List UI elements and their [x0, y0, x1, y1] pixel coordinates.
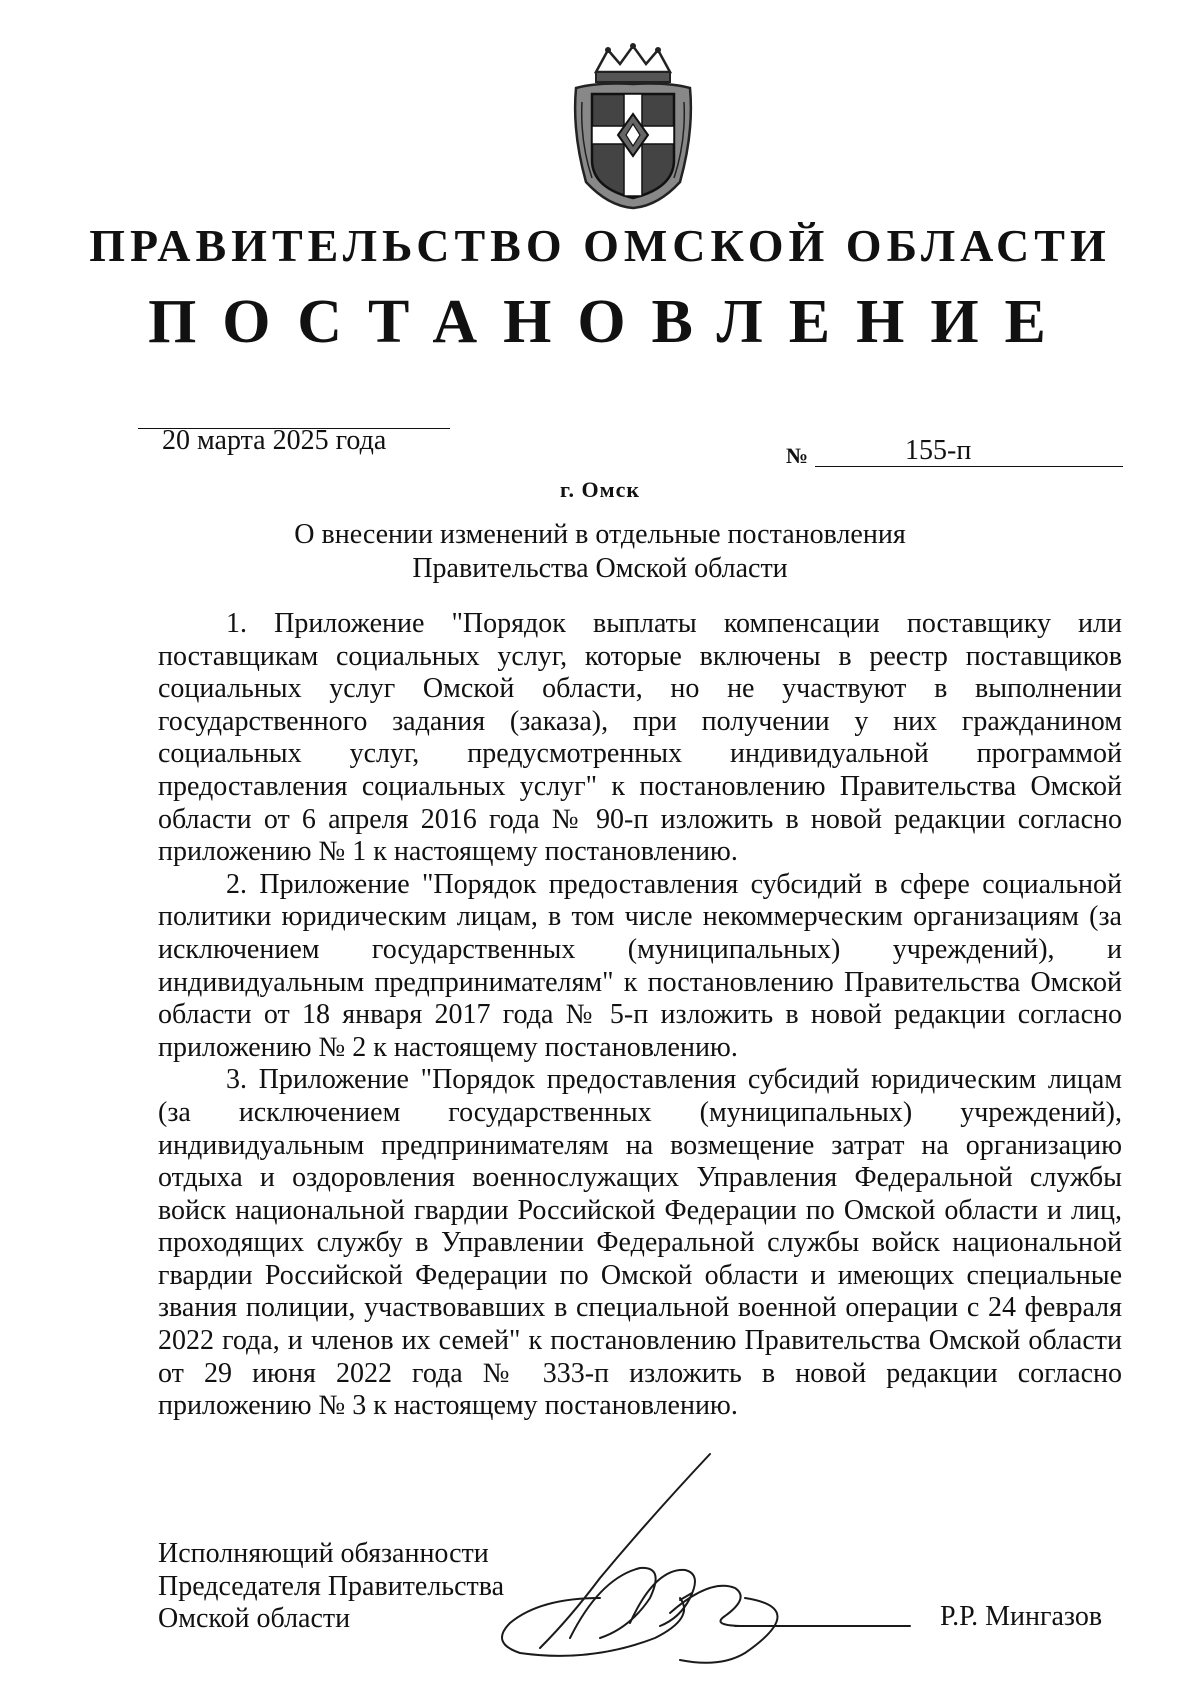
document-title-line: О внесении изменений в отдельные постановления [294, 519, 906, 550]
signatory-name: Р.Р. Мингазов [940, 1601, 1103, 1632]
document-city: г. Омск [559, 477, 641, 502]
paragraph-1: 1. Приложение "Порядок выплаты компенсации поставщику или поставщикам социальных услуг, которые включены в реестр поставщиков социальных услуг Омской области, но не участвуют в выполнении государственного задания (заказа), при получении у них гражданином социальных услуг, предусмотренных индивидуальной программой предоставления социальных услуг" к постановлению Правительства Омской области от 6 апреля 2016 года № 90-п изложить в новой редакции согласно приложению № 1 к настоящему постановлению. [158, 608, 1122, 868]
document-title [200, 518, 1000, 586]
paragraph-2: 2. Приложение "Порядок предоставления субсидий в сфере социальной политики юридическим лицам, в том числе некоммерческим организациям (за исключением государственных (муниципальных) учреждений), и индивидуальным предпринимателям" к постановлению Правительства Омской области от 18 января 2017 года № 5-п изложить в новой редакции согласно приложению № 2 к настоящему постановлению. [158, 868, 1122, 1063]
document-type: ПОСТАНОВЛЕНИЕ [148, 288, 1072, 356]
document-date: 20 марта 2025 года [162, 425, 387, 456]
signatory-position-line: Председателя Правительства [158, 1570, 505, 1602]
document-number: 155-п [905, 435, 972, 466]
date-underline [138, 428, 450, 429]
document-body [158, 608, 1122, 1423]
organization-name: ПРАВИТЕЛЬСТВО ОМСКОЙ ОБЛАСТИ [89, 220, 1111, 271]
signatory-position [158, 1538, 504, 1636]
document-title-line: Правительства Омской области [412, 553, 788, 584]
number-sign: № [786, 443, 809, 468]
number-underline [815, 466, 1123, 467]
handwritten-signature-icon [480, 1448, 940, 1668]
coat-of-arms-icon [568, 42, 698, 210]
paragraph-3: 3. Приложение "Порядок предоставления субсидий юридическим лицам (за исключением государственных (муниципальных) учреждений), индивидуальным предпринимателям на возмещение затрат на организацию отдыха и оздоровления военнослужащих Управления Федеральной службы войск национальной гвардии Российской Федерации по Омской области и лиц, проходящих службу в Управлении Федеральной службы войск национальной гвардии Российской Федерации по Омской области и имеющих специальные звания полиции, участвовавших в специальной военной операции с 24 февраля 2022 года, и членов их семей" к постановлению Правительства Омской области от 29 июня 2022 года № 333-п изложить в новой редакции согласно приложению № 3 к настоящему постановлению. [158, 1064, 1122, 1422]
signatory-position-line: Исполняющий обязанности [158, 1538, 489, 1569]
signatory-position-line: Омской области [158, 1603, 351, 1634]
